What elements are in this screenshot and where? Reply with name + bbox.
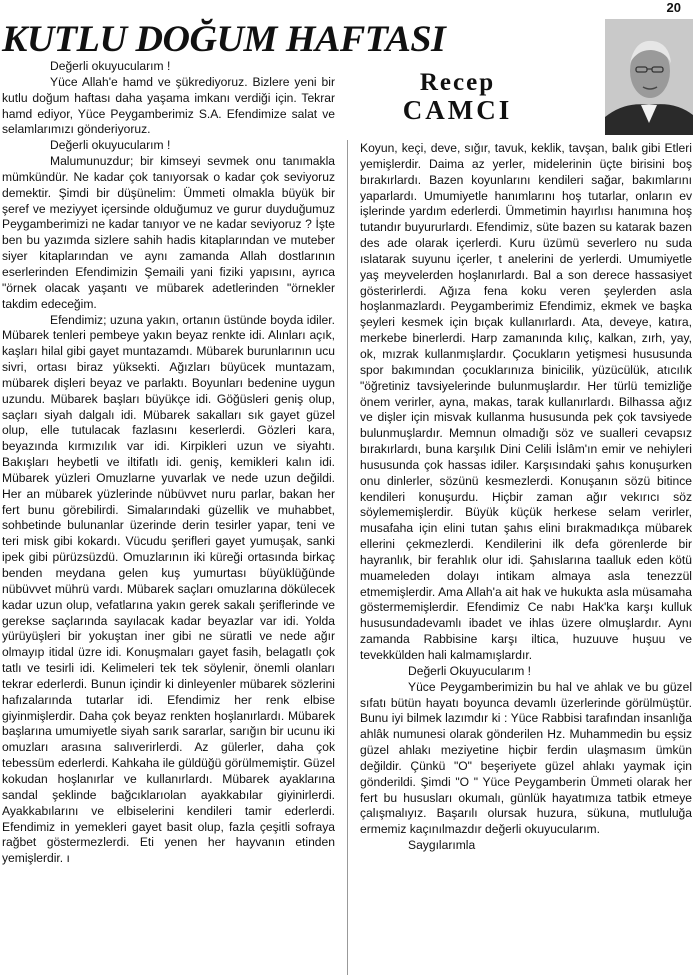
author-last-name: CAMCI [402, 95, 513, 126]
paragraph: Saygılarımla [408, 838, 476, 853]
paragraph: Değerli okuyucularım ! [50, 59, 171, 73]
left-column [2, 59, 335, 867]
page-number: 20 [666, 0, 681, 15]
paragraph: Efendimiz; uzuna yakın, ortanın üstünde boyda idiler. Mübarek tenleri pembeye yakın beyaz renkte idi. Alınları açık, kaşları hilal gibi gayet muntazamdı. Mübarek burunlarının ucu sivri, ortası biraz yüksekti. Ağızları büyücek muntazam, mübarek dişleri beyaz ve parlaktı. Boyunları bedenine uygun uzundu. Mübarek başları büyükçe idi. Göğüsleri geniş olup, saçları siyah dalgalı idi. Mübarek sakalları sık gayet güzel olup, elle tutulacak fazlasını keserlerdi. Gözleri kara, beyazında kırmızılık var idi. Kirpikleri uzun ve siyahtı. Bakışları heybetli ve iltifatlı idi. geniş, kemikleri kalın idi. Mübarek yüzleri Omuzlarne yuvarlak ve nede uzun değildi. Her an mübarek yüzlerinde nübüvvet nuru parlar, bakan her fert bunu görebilirdi. Simalarındaki güzellik ve muhabbet, sohbetinde bulunanlar üzerinde derin tesirler yapar, teni ve teri misk gibi kokardı. Vücudu şerifleri gayet yumuşak, sanki ipek gibi pürüzsüzdü. Omuzlarının iki küreği ortasında birkaç benden meydana gelen kuş yumurtası büyüklüğünde nübüvvet mührü vardı. Mübarek saçları omuzlarına dökülecek kadar uzun olup, vefatlarına yakın gerek sakalı şeriflerinde ve gerekse saçlarında sayılacak kadar beyazlar var idi. Yolda yürüyüşleri bir yokuştan iner gibi ne süratli ve nede ağır olmayıp itidal üzre idi. Konuşmaları gayet fasih, belagatlı çok tatlı ve tesirli idi. Kelimeleri tek tek söylenir, önemli olanları tekrar ederlerdi. Bunun içindir ki dinleyenler mübarek sözlerini hafızalarında tutarlar idi. Efendimiz her renk elbise giyinmişlerdir. Daha çok beyaz renkten hoşlanırlardı. Mübarek başlarına umumiyetle siyah sarık sararlar, sarığın bir ucunu iki omuzları arasına salıverirlerdi. Az gülerler, daha çok tebessüm ederlerdi. Kahkaha ile güldüğü görülmemiştir. Güzel kokudan hoşlanırlar ve kullanırlardı. Mübarek ayaklarına sandal şeklinde bağcıklarıolan ayakkabılar giyinirlerdi. Ayakkabılarını ve elbiselerini kendileri tamir ederlerdi. Efendimiz in yemekleri gayet basit olup, fazla çeşitli sofraya rağbet göstermezlerdi. Eti yenen her hayvanın etinden yemişlerdir. ı [2, 312, 335, 866]
paragraph: Değerli okuyucularım ! [50, 138, 171, 153]
article-headline: KUTLU DOĞUM HAFTASI [2, 19, 446, 60]
author-portrait-icon [605, 19, 693, 135]
paragraph: Malumunuzdur; bir kimseyi sevmek onu tanımakla mümkündür. Ne kadar çok tanıyorsak o kadar çok seviyoruz demektir. Şimdi bir düşünelim: Ümmeti olmakla büyük bir şeref ve meziyyet içersinde olduğumuz ve gurur duyduğumuz Peygamberimizi ne kadar tanıyor ve ne kadar seviyoruz ? İşte ben bu yazımda sizlere sahih hadis kitaplarından ve muteber siyer kitaplarından ve aynı zamanda Allah dostlarının eserlerinden Efendimizin Şemaili yani fiziki yapısını, ayrıca "örnek olacak yaşantı ve mübarek adetlerinden "örnekler takdim edeceğim. [2, 154, 335, 311]
author-first-name: Recep [419, 69, 496, 96]
author-byline [375, 70, 540, 125]
paragraph: Yüce Peygamberimizin bu hal ve ahlak ve bu güzel sıfatı bütün hayatı boyunca devamlı üzerlerinde görülmüştür. Bunu iyi bilmek lazımdır ki : Yüce Rabbisi tarafından insanlığa ahlâk numunesi olarak gönderilen Hz. Muhammedin bu eşsiz güzel ahlakı meziyetine hiçbir ferdin ulaşmasım ümkün değildir. Çünkü "O" beşeriyete güzel ahlakı yaymak için gönderildi. Şimdi "O " Yüce Peygamberin Ümmeti olarak her fert bu hususları okumalı, günlük hayatımıza tatbik etmeye çalışmalıyız. Başarılı olursak huzura, sükuna, mutluluğa ermemiz kaçınılmazdır değerli okuyucularım. [360, 679, 692, 837]
column-divider [347, 140, 348, 975]
paragraph: Yüce Allah'e hamd ve şükrediyoruz. Bizlere yeni bir kutlu doğum haftası daha yaşama imkanı verdiği için. Tekrar hamd ediyor, Yüce Peygamberimiz S.A. Efendimize salat ve selamlarımızı gönderiyoruz. [2, 74, 335, 137]
right-column [360, 141, 692, 854]
paragraph: Değerli Okuyucularım ! [408, 663, 531, 678]
paragraph: Koyun, keçi, deve, sığır, tavuk, keklik, tavşan, balık gibi Etleri yemişlerdir. Daima az yerler, midelerinin üçte birisini boş bırakırlardı. Bazen koyunlarını kendileri sağar, bakımlarını yaparlardı. Umumiyetle hanımlarını hoş tutarlar, onların ev işlerinde yardım ederlerdi. Ümmetimin hayırlısı hanımına hoş tutandır buyururlardı. Efendimiz, süte bazen su katarak bazen des ade olarak içerlerdi. Kuru üzümü severlero nu suda ıslatarak suyunu içerler, t anelerini de yerlerdi. Umumiyetle yaş meyvelerden hoşlanırlardı. Bal a son derece hassasiyet gösterirlerdi. Ağıza fena koku veren şeylerden asla hoşlanmazlardı. Peygamberimiz Efendimiz, ekmek ve başka şeyleri kesmek için bıçak kullanırlardı. Ata, deveye, katıra, merkebe binerlerdi. Harp zamanında kılıç, kalkan, zırh, yay, ok, mızrak kullanmışlardır. Çocukların yetişmesi hususunda spor bakımından çocuklarınıza binicilik, yüzücülük, atıcılık "öğretiniz tavsiyelerinde bulunmuşlardır. Her türlü temizliğe önem verirler, ayna, makas, tarak kullanırlardı. Bilhassa ağız ve dişler için misvak kullanma hususunda pek çok tavsiyede bulunmuşlardır. Memnun olmadığı söz ve sualleri cevapsız bırakırlardı, buna karşılık Dini Celili İslâm'ın emir ve nehiyleri hususunda çok hassas idiler. Karşısındaki şahıs konuşurken onu dinlerler, sözünü kesmezlerdi. Konuşanın sözü bitince kendileri konuşurdu. Hiçbir zaman ağır vekırıcı söz söylememişlerdir. Büyük küçük herkese selam verirler, musafaha için elini tutan şahıs elini bırakmadıkça mübarek ellerini çekmezlerdi. Kendilerini ilk defa görenlerde bir hayranlık, bir ferahlık olur idi. Şahıslarına taalluk eden kötü muameleden dolayı intikam almaya asla tenezzül etmemişlerdir. Ama Allah'a ait hak ve hukukta asla müsamaha göstermemişlerdir. Efendimiz Ce nabı Hak'ka karşı kulluk hususundadevamlı ibadet ve ihlas üzere olmuşlardır. Aynı zamanda Rabbisine karşı iltica, huzuuve huşuu ve tevekkülden hali kalmamışlardır. [360, 141, 692, 662]
